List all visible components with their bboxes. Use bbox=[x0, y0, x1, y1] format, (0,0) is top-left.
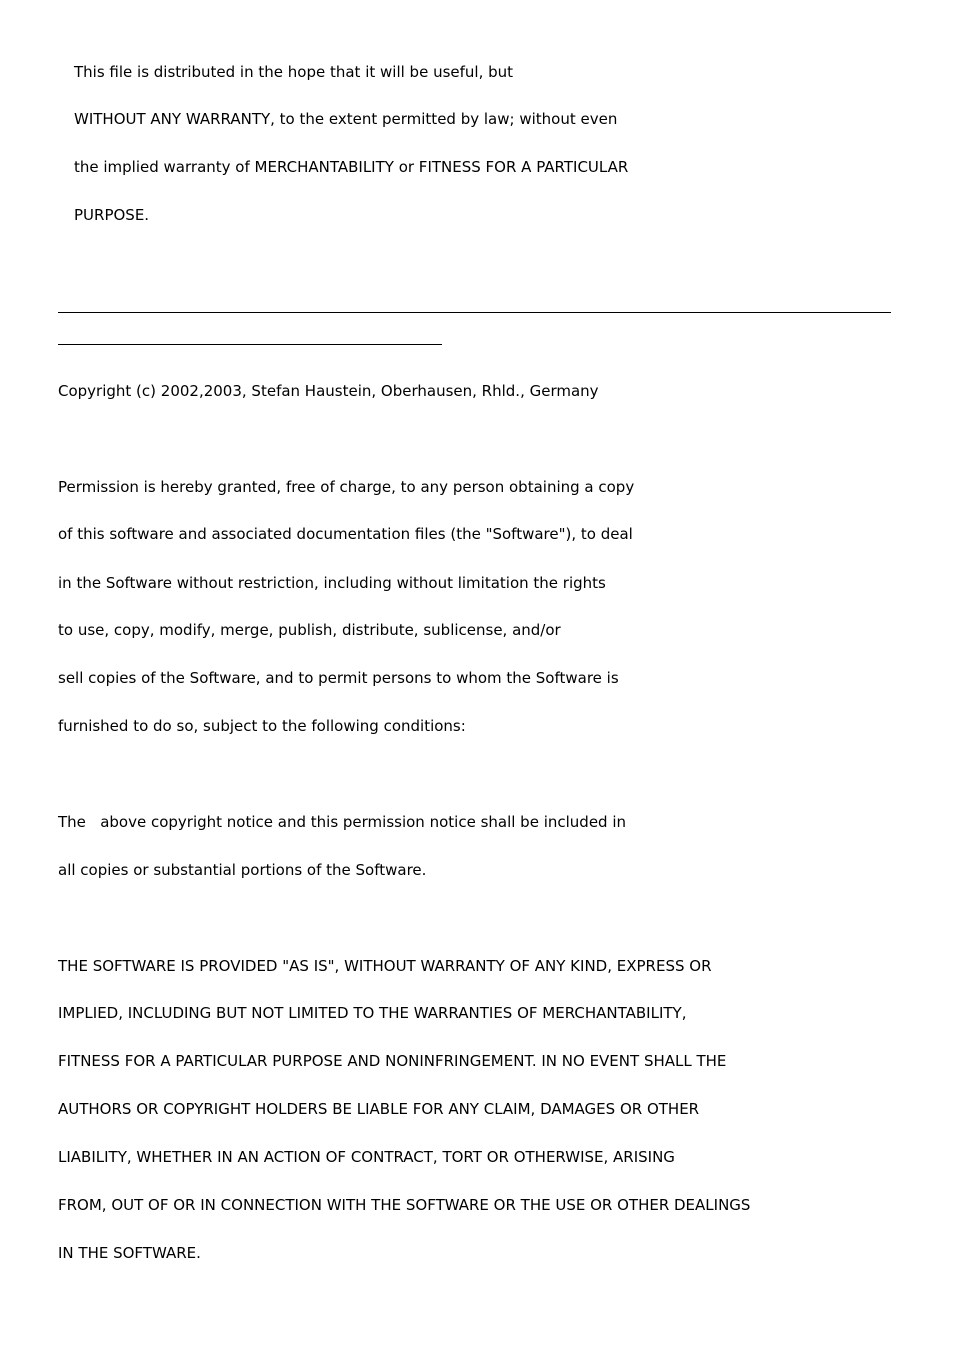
disclaimer-line-1: THE SOFTWARE IS PROVIDED "AS IS", WITHOUT WARRANTY OF ANY KIND, EXPRESS OR bbox=[58, 957, 712, 975]
permission-line-1: Permission is hereby granted, free of charge, to any person obtaining a copy bbox=[58, 478, 635, 496]
permission-line-6: furnished to do so, subject to the following conditions: bbox=[58, 717, 466, 735]
disclaimer-line-2: IMPLIED, INCLUDING BUT NOT LIMITED TO THE WARRANTIES OF MERCHANTABILITY, bbox=[58, 1004, 687, 1022]
notice-line-2: all copies or substantial portions of the Software. bbox=[58, 861, 427, 879]
warranty-line-2: WITHOUT ANY WARRANTY, to the extent permitted by law; without even bbox=[74, 110, 618, 128]
warranty-line-3: the implied warranty of MERCHANTABILITY or FITNESS FOR A PARTICULAR bbox=[74, 158, 629, 176]
disclaimer-line-3: FITNESS FOR A PARTICULAR PURPOSE AND NONINFRINGEMENT. IN NO EVENT SHALL THE bbox=[58, 1052, 727, 1070]
warranty-line-1: This file is distributed in the hope that it will be useful, but bbox=[74, 63, 514, 81]
permission-line-3: in the Software without restriction, including without limitation the rights bbox=[58, 574, 606, 592]
separator-rule-short bbox=[58, 344, 442, 345]
separator-rule-long bbox=[58, 312, 891, 313]
disclaimer-line-6: FROM, OUT OF OR IN CONNECTION WITH THE SOFTWARE OR THE USE OR OTHER DEALINGS bbox=[58, 1196, 751, 1214]
warranty-line-4: PURPOSE. bbox=[74, 206, 150, 224]
permission-line-2: of this software and associated documentation files (the "Software"), to deal bbox=[58, 525, 633, 543]
notice-line-1: The above copyright notice and this permission notice shall be included in bbox=[58, 813, 627, 831]
disclaimer-line-7: IN THE SOFTWARE. bbox=[58, 1244, 201, 1262]
copyright-line: Copyright (c) 2002,2003, Stefan Haustein, Oberhausen, Rhld., Germany bbox=[58, 382, 599, 400]
permission-line-4: to use, copy, modify, merge, publish, distribute, sublicense, and/or bbox=[58, 621, 561, 639]
permission-line-5: sell copies of the Software, and to permit persons to whom the Software is bbox=[58, 669, 619, 687]
disclaimer-line-4: AUTHORS OR COPYRIGHT HOLDERS BE LIABLE FOR ANY CLAIM, DAMAGES OR OTHER bbox=[58, 1100, 700, 1118]
disclaimer-line-5: LIABILITY, WHETHER IN AN ACTION OF CONTRACT, TORT OR OTHERWISE, ARISING bbox=[58, 1148, 675, 1166]
